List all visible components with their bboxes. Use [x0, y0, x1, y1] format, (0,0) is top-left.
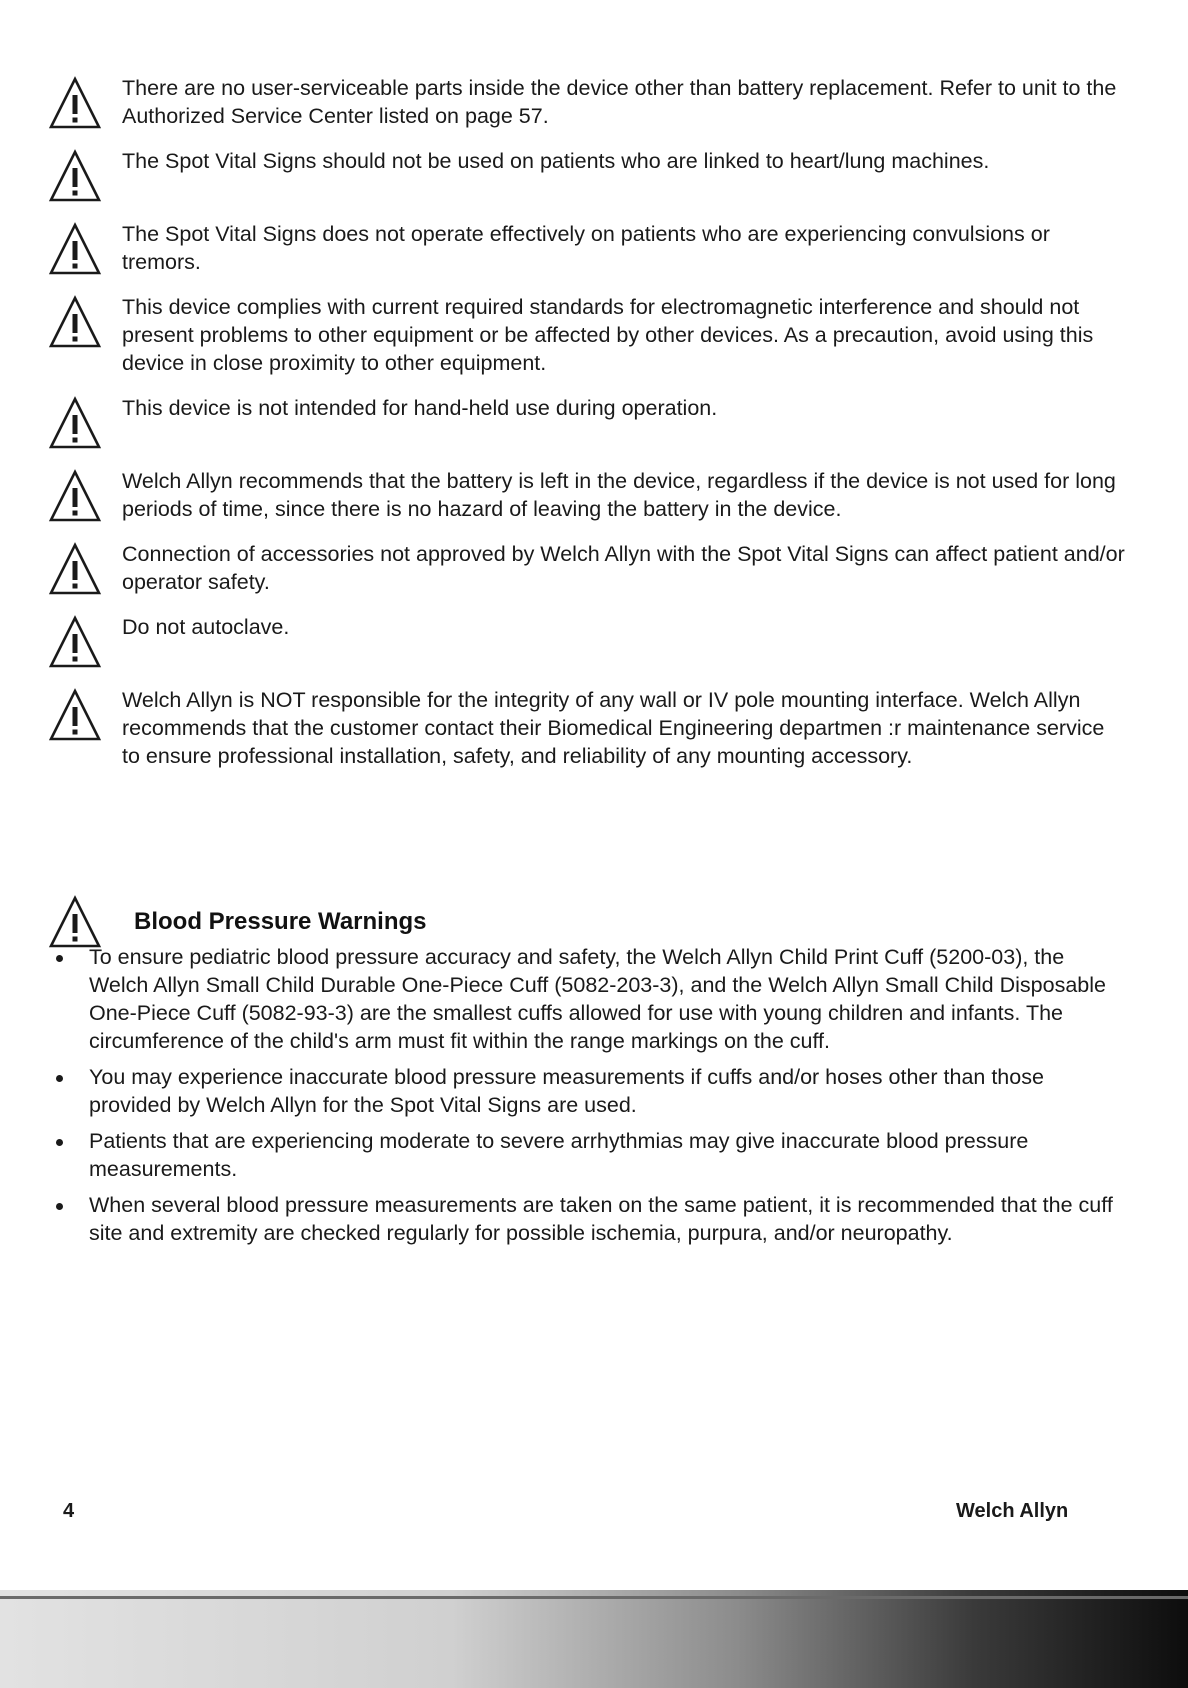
bullet-text: To ensure pediatric blood pressure accuracy and safety, the Welch Allyn Child Print Cuff (5200-03), the Welch Allyn Small Child Durable One-Piece Cuff (5082-203-3), and the Welch Allyn Small Child Disposable One-Piece Cuff (5082-93-3) are the smallest cuffs allowed for use with young children and infants. The circumference of the child's arm must fit within the range markings on the cuff. — [89, 945, 1106, 1053]
section-title: Blood Pressure Warnings — [134, 908, 427, 935]
section-heading — [48, 895, 1128, 949]
warning-item — [48, 74, 1128, 130]
bullet-icon — [56, 955, 63, 962]
page-number: 4 — [63, 1500, 75, 1522]
warning-triangle-icon — [48, 615, 102, 669]
bullet-text: Patients that are experiencing moderate to severe arrhythmias may give inaccurate blood pressure measurements. — [89, 1129, 1029, 1181]
bullet-icon — [56, 1139, 63, 1146]
warning-triangle-icon — [48, 295, 102, 349]
warning-item — [48, 394, 1128, 450]
warning-text: This device is not intended for hand-held use during operation. — [122, 396, 718, 420]
bullet-text: You may experience inaccurate blood pressure measurements if cuffs and/or hoses other than those provided by Welch Allyn for the Spot Vital Signs are used. — [89, 1065, 1044, 1117]
warning-triangle-icon — [48, 76, 102, 130]
warning-triangle-icon — [48, 542, 102, 596]
warning-triangle-icon — [48, 396, 102, 450]
warning-item — [48, 467, 1128, 523]
warning-item — [48, 540, 1128, 596]
warning-text: Welch Allyn recommends that the battery is left in the device, regardless if the device is not used for long periods of time, since there is no hazard of leaving the battery in the device. — [122, 469, 1116, 521]
scan-artifact-line — [0, 1596, 1188, 1599]
warning-text: Connection of accessories not approved by Welch Allyn with the Spot Vital Signs can affect patient and/or operator safety. — [122, 542, 1125, 594]
warning-text: Welch Allyn is NOT responsible for the integrity of any wall or IV pole mounting interface. Welch Allyn recommends that the customer contact their Biomedical Engineering departmen :r maintenance service to ensure professional installation, safety, and reliability of any mounting accessory. — [122, 688, 1105, 768]
warning-triangle-icon — [48, 688, 102, 742]
warning-triangle-icon — [48, 222, 102, 276]
scan-artifact-strip — [0, 1590, 1188, 1688]
warning-text: There are no user-serviceable parts inside the device other than battery replacement. Refer to unit to the Authorized Service Center listed on page 57. — [122, 76, 1117, 128]
bullet-text: When several blood pressure measurements are taken on the same patient, it is recommended that the cuff site and extremity are checked regularly for possible ischemia, purpura, and/or neuropathy. — [89, 1193, 1113, 1245]
list-item — [48, 943, 1118, 1055]
warning-text: The Spot Vital Signs should not be used on patients who are linked to heart/lung machines. — [122, 149, 990, 173]
list-item — [48, 1127, 1118, 1183]
list-item — [48, 1191, 1118, 1247]
warning-item — [48, 686, 1128, 770]
warning-item — [48, 147, 1128, 203]
blood-pressure-bullet-list — [48, 943, 1118, 1255]
warning-item — [48, 220, 1128, 276]
warning-triangle-icon — [48, 149, 102, 203]
warning-item — [48, 293, 1128, 377]
list-item — [48, 1063, 1118, 1119]
warning-text: This device complies with current required standards for electromagnetic interference and should not present problems to other equipment or be affected by other devices. As a precaution, avoid using this device in close proximity to other equipment. — [122, 295, 1094, 375]
footer-brand: Welch Allyn — [956, 1500, 1069, 1522]
warning-text: The Spot Vital Signs does not operate effectively on patients who are experiencing convulsions or tremors. — [122, 222, 1050, 274]
warning-text: Do not autoclave. — [122, 615, 290, 639]
general-warnings-list — [48, 74, 1128, 787]
blood-pressure-section-header — [48, 895, 1128, 949]
warning-triangle-icon — [48, 895, 102, 949]
bullet-icon — [56, 1203, 63, 1210]
warning-triangle-icon — [48, 469, 102, 523]
bullet-icon — [56, 1075, 63, 1082]
warning-item — [48, 613, 1128, 669]
